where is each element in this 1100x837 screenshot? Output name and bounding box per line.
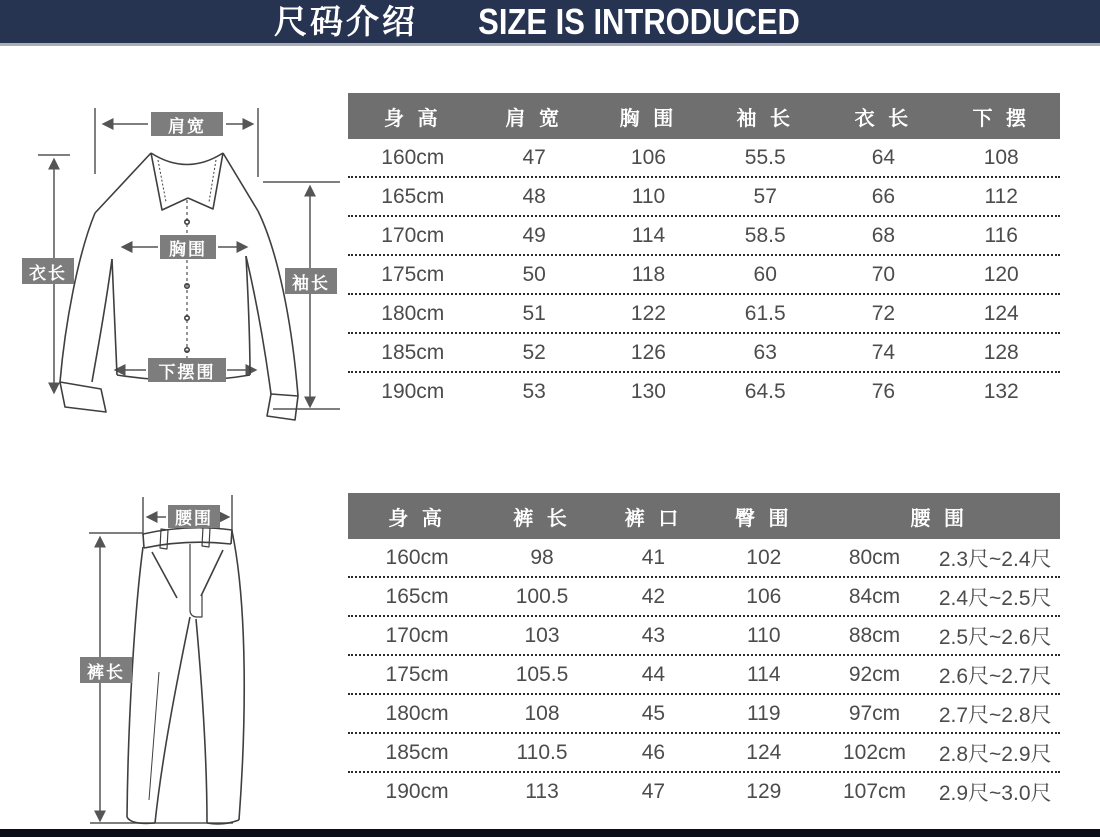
table-cell: 68 (871, 223, 896, 247)
table-cell: 175cm (381, 262, 445, 286)
table-cell: 63 (753, 340, 777, 364)
table-cell: 114 (631, 223, 666, 247)
table-cell: 49 (522, 223, 546, 247)
table-cell: 126 (630, 340, 666, 364)
shoulder-width-tag: 肩宽 (151, 112, 223, 136)
table-cell: 113 (525, 779, 559, 803)
table-cell: 47 (641, 779, 666, 803)
table-row (348, 178, 1060, 217)
banner-title-zh: 尺码介绍 (273, 3, 418, 40)
table-cell: 57 (753, 184, 777, 208)
table-cell: 124 (983, 301, 1019, 325)
table-cell: 108 (524, 701, 560, 725)
table-cell: 2.6尺~2.7尺 (938, 664, 1052, 688)
table-cell: 120 (983, 262, 1019, 286)
table-cell: 2.3尺~2.4尺 (938, 547, 1052, 571)
table-cell: 58.5 (744, 223, 786, 247)
table-cell: 2.4尺~2.5尺 (938, 586, 1052, 610)
table-row (348, 373, 1060, 410)
table-cell: 112 (984, 184, 1018, 208)
title-banner (0, 0, 1100, 46)
col-header-waist: 腰 围 (910, 507, 969, 530)
col-header-height: 身 高 (384, 107, 442, 130)
table-cell: 52 (522, 340, 546, 364)
table-row (348, 656, 1060, 695)
table-cell: 105.5 (515, 662, 569, 686)
table-cell: 47 (522, 145, 546, 169)
table-cell: 160cm (381, 145, 445, 169)
table-cell: 100.5 (515, 584, 569, 608)
col-header-hip: 臀 围 (735, 507, 793, 530)
table-row (348, 139, 1060, 178)
table-cell: 106 (630, 145, 666, 169)
table-cell: 102 (746, 545, 782, 569)
col-header-height: 身 高 (388, 507, 446, 530)
table-cell: 98 (530, 545, 554, 569)
col-header-shoulder: 肩 宽 (505, 107, 563, 130)
table-row (348, 539, 1060, 578)
garment-length-tag: 衣长 (22, 258, 74, 284)
table-cell: 132 (983, 379, 1019, 403)
table-cell: 102cm (842, 740, 907, 764)
table-row (348, 773, 1060, 810)
table-row (348, 334, 1060, 373)
table-row (348, 734, 1060, 773)
table-cell: 44 (641, 662, 666, 686)
table-cell: 110.5 (516, 740, 568, 764)
table-cell: 128 (983, 340, 1019, 364)
table-cell: 170cm (381, 223, 445, 247)
table-cell: 110 (631, 184, 666, 208)
chest-girth-tag: 胸围 (160, 235, 216, 259)
pants-measurement-diagram (55, 467, 355, 833)
table-cell: 2.5尺~2.6尺 (938, 625, 1052, 649)
table-cell: 76 (871, 379, 896, 403)
table-cell: 165cm (381, 184, 445, 208)
table-cell: 43 (641, 623, 666, 647)
table-cell: 130 (630, 379, 666, 403)
table-cell: 45 (641, 701, 666, 725)
table-cell: 53 (522, 379, 546, 403)
table-cell: 2.9尺~3.0尺 (938, 781, 1052, 805)
table-cell: 190cm (385, 779, 449, 803)
table-cell: 84cm (848, 584, 901, 608)
table-cell: 107cm (842, 779, 907, 803)
table-cell: 48 (522, 184, 546, 208)
table-cell: 46 (641, 740, 666, 764)
table-row (348, 617, 1060, 656)
table-cell: 50 (522, 262, 546, 286)
bottom-divider-bar (0, 829, 1100, 837)
table-row (348, 578, 1060, 617)
table-cell: 70 (871, 262, 896, 286)
col-header-sleeve: 袖 长 (736, 107, 794, 130)
table-cell: 88cm (848, 623, 901, 647)
table-cell: 180cm (381, 301, 445, 325)
col-header-pants-length: 裤 长 (513, 507, 571, 530)
table-cell: 72 (871, 301, 896, 325)
col-header-length: 衣 长 (854, 107, 913, 130)
table-cell: 60 (753, 262, 777, 286)
pants-outline (127, 527, 244, 824)
col-header-chest: 胸 围 (619, 107, 678, 130)
shirt-size-table (348, 93, 1060, 410)
table-row (348, 295, 1060, 334)
table-cell: 92cm (848, 662, 901, 686)
table-row (348, 256, 1060, 295)
table-cell: 118 (631, 262, 666, 286)
table-cell: 165cm (385, 584, 449, 608)
table-cell: 124 (746, 740, 782, 764)
table-cell: 160cm (385, 545, 449, 569)
pants-table-body (348, 539, 1060, 810)
table-cell: 129 (746, 779, 782, 803)
table-cell: 61.5 (744, 301, 786, 325)
sleeve-length-tag: 袖长 (285, 268, 337, 294)
pants-size-table (348, 493, 1060, 810)
table-cell: 180cm (385, 701, 449, 725)
table-cell: 51 (522, 301, 546, 325)
table-cell: 55.5 (744, 145, 786, 169)
table-cell: 185cm (381, 340, 445, 364)
waist-girth-tag: 腰围 (168, 505, 220, 528)
table-cell: 80cm (848, 545, 901, 569)
table-cell: 175cm (385, 662, 449, 686)
table-cell: 116 (984, 223, 1018, 247)
table-cell: 103 (524, 623, 560, 647)
table-cell: 185cm (385, 740, 449, 764)
table-cell: 170cm (385, 623, 449, 647)
col-header-hem: 下 摆 (972, 107, 1031, 130)
table-cell: 64 (871, 145, 896, 169)
table-cell: 114 (747, 662, 781, 686)
shirt-measurement-diagram (8, 62, 348, 462)
table-cell: 190cm (381, 379, 445, 403)
col-header-leg-opening: 裤 口 (624, 507, 683, 530)
table-cell: 66 (871, 184, 896, 208)
table-cell: 119 (747, 701, 781, 725)
table-cell: 106 (746, 584, 782, 608)
table-row (348, 217, 1060, 256)
table-cell: 64.5 (744, 379, 786, 403)
table-cell: 97cm (848, 701, 901, 725)
table-cell: 122 (630, 301, 666, 325)
hem-girth-tag: 下摆围 (148, 358, 226, 382)
table-cell: 2.7尺~2.8尺 (938, 703, 1052, 727)
table-cell: 41 (641, 545, 666, 569)
table-cell: 2.8尺~2.9尺 (938, 742, 1052, 766)
shirt-table-body (348, 139, 1060, 410)
table-cell: 110 (747, 623, 781, 647)
pants-table-header (348, 493, 1060, 539)
pants-length-tag: 裤长 (80, 657, 132, 683)
shirt-table-header (348, 93, 1060, 139)
table-row (348, 695, 1060, 734)
table-cell: 42 (641, 584, 666, 608)
table-cell: 108 (983, 145, 1019, 169)
banner-title-en: SIZE IS INTRODUCED (478, 0, 800, 42)
table-cell: 74 (871, 340, 896, 364)
